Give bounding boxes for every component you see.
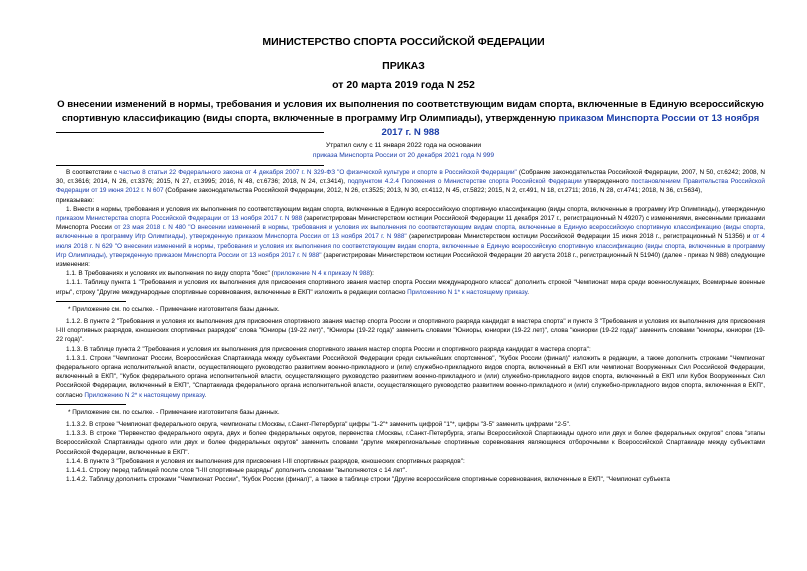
paragraph: 1.1.4.1. Строку перед таблицей после слов "I-III спортивные разряды" дополнить словами "выполняются с 14 лет". bbox=[66, 467, 408, 475]
order-link[interactable]: от 4 июля 2018 г. N 629 "О внесении изменений в нормы, требования и условия их выполнения по соответствующим видам спорта, включенные в Единую всероссийскую спортивную классификацию (виды спорта, включенные в программу Игр Олимпиады), утвержденную приказом Минспорта России от 13 ноября 2017 г. N 988" bbox=[56, 233, 765, 259]
text: (зарегистрирован Министерством юстиции Российской Федерации 20 августа 2018 г., регистрационный N 51940) (далее - приказ N 988) следующие изменения: bbox=[56, 251, 766, 269]
paragraph bbox=[56, 205, 765, 269]
footnote-divider bbox=[56, 301, 126, 302]
lost-force-line: Утратил силу с 11 января 2022 года на основании bbox=[325, 142, 482, 149]
footnote-divider bbox=[56, 404, 126, 405]
ministry-title: МИНИСТЕРСТВО СПОРТА РОССИЙСКОЙ ФЕДЕРАЦИИ bbox=[262, 36, 545, 48]
text: 1.1.3.1. Строки "Чемпионат России, Всероссийская Спартакиада между субъектами Российской Федерации среди сильнейших спортсменов", "Кубок России (финал)" изложить в редакции, а также дополнить строками "Чемпионат федерального органа исполнительной власти, осуществляющего руководство развитием военно-прикладного и (или) служебно-прикладного видов спорта, включенный в ЕКП или чемпионат Вооруженных Сил Российской Федерации, включенный в ЕКП", "Кубок федерального органа исполнительной власти, осуществляющего руководство развитием военно-прикладного и (или) служебно-прикладного видов спорта, включенный в ЕКП или Кубок Вооруженных Сил Российской Федерации, включенный в ЕКП", "Спартакиада федерального органа исполнительной власти, осуществляющего руководство развитием военно-прикладного и (или) служебно-прикладного видов спорта, включенная в ЕКП", согласно bbox=[56, 354, 765, 399]
doc-body bbox=[56, 168, 765, 485]
order-link[interactable]: от 23 мая 2018 г. N 480 "О внесении изменений в нормы, требования и условия их выполнения по соответствующим видам спорта, включенные в Единую всероссийскую спортивную классификацию (виды спорта, включенные в программу Игр Олимпиады), утвержденную приказом Минспорта России от 13 ноября 2017 г. N 988" bbox=[56, 224, 765, 241]
resolution-link[interactable]: постановлением Правительства Российской Федерации от 19 июня 2012 г. N 607 bbox=[56, 178, 765, 195]
footnote: * Приложение см. по ссылке. - Примечание изготовителя базы данных. bbox=[68, 408, 280, 416]
appendix-link[interactable]: Приложению N 1* к настоящему приказу bbox=[407, 288, 528, 296]
paragraph: 1.1.3. В таблице пункта 2 "Требования и условия их выполнения для присвоения спортивного звания мастер спорта России и спортивного разряда кандидат в мастера спорта": bbox=[66, 345, 591, 353]
paragraph: приказываю: bbox=[56, 196, 94, 204]
paragraph: 1.1.2. В пункте 2 "Требования и условия их выполнения для присвоения спортивного звания мастер спорта России и спортивного разряда кандидат в мастера спорта" и пункте 3 "Требования и условия их выполнения для присвоения I-III спортивных разрядов, юношеских спортивных разрядов" слова "Юниоры (19-22 лет)", "Юниоры (19-22 года)" заменить словами "Юниоры, юниорки (19-22 лет)", слова "юниорки (19-22 года)" заменить словами "юниоры, юниорки (19-22 года)". bbox=[56, 318, 765, 344]
text: утвержденного bbox=[581, 178, 632, 186]
text: ): bbox=[369, 270, 374, 278]
paragraph: 1.1.4. В пункте 3 "Требования и условия их выполнения для присвоения I-III спортивных разрядов, юношеских спортивных разрядов": bbox=[66, 457, 465, 465]
footnote: * Приложение см. по ссылке. - Примечание изготовителя базы данных. bbox=[68, 305, 280, 313]
order-link[interactable]: приказом Министерства спорта Российской Федерации от 13 ноября 2017 г. N 988 bbox=[56, 215, 303, 223]
doc-type: ПРИКАЗ bbox=[382, 60, 425, 72]
doc-subject bbox=[56, 98, 765, 140]
regulation-link[interactable]: подпунктом 4.2.4 Положения о Министерстве спорта Российской Федерации bbox=[347, 178, 582, 186]
text: . bbox=[204, 391, 207, 399]
text: В соответствии с bbox=[66, 169, 119, 176]
paragraph bbox=[56, 278, 765, 296]
appendix-link[interactable]: приложение N 4 к приказу N 988 bbox=[273, 270, 370, 278]
subject-link[interactable]: приказом Минспорта России от 13 ноября 2017 г. N 988 bbox=[381, 113, 760, 138]
text: (Собрание законодательства Российской Федерации, 2007, N 50, ст.6242; 2008, N 30, ст.3616; 2014, N 26, ст.3376; 2015, N 27, ст.3995; 2016, N 48, ст.6736; 2018, N 24, ст.3414), bbox=[56, 169, 766, 186]
text: (зарегистрирован Министерством юстиции Российской Федерации 11 декабря 2017 г., регистрационный N 49207) с изменениями, внесенными приказами Минспорта России bbox=[56, 215, 765, 232]
text: . bbox=[527, 288, 529, 296]
text: 1.1.1. Таблицу пункта 1 "Требования и условия их выполнения для присвоения спортивного звания мастер спорта России международного класса" дополнить строкой "Чемпионат мира среди военнослужащих, Всемирные военные игры", строку "Другие международные спортивные соревнования, включенные в ЕКП" изложить в редакции согласно bbox=[56, 279, 765, 296]
paragraph bbox=[56, 354, 765, 400]
doc-date-number: от 20 марта 2019 года N 252 bbox=[332, 79, 475, 91]
text: 1.1. В Требованиях и условиях их выполнения по виду спорта "бокс" ( bbox=[66, 270, 274, 278]
lost-force-link[interactable]: приказа Минспорта России от 20 декабря 2021 года N 999 bbox=[312, 151, 495, 159]
divider-top bbox=[56, 132, 324, 133]
lost-force-note bbox=[0, 141, 807, 160]
text: (зарегистрирован Министерством юстиции Российской Федерации 15 июня 2018 г., регистрационный N 51356) и bbox=[406, 233, 753, 241]
divider-bottom bbox=[56, 165, 324, 166]
law-link[interactable]: частью 8 статьи 22 Федерального закона от 4 декабря 2007 г. N 329-ФЗ "О физической культуре и спорте в Российской Федерации" bbox=[118, 169, 517, 176]
paragraph: 1.1.3.2. В строке "Чемпионат федерального округа, чемпионаты г.Москвы, г.Санкт-Петербурга" цифры "1-2"* заменить цифрой "1"*, цифры "3-5" заменить цифрами "2-5". bbox=[66, 421, 571, 429]
text: 1. Внести в нормы, требования и условия их выполнения по соответствующим видам спорта, включенные в Единую всероссийскую спортивную классификацию (виды спорта, включенные в программу Игр Олимпиады), утвержденную bbox=[66, 205, 765, 213]
appendix-link[interactable]: Приложению N 2* к настоящему приказу bbox=[84, 391, 205, 399]
subject-text: О внесении изменений в нормы, требования и условия их выполнения по соответствующим видам спорта, включенные в Единую всероссийскую спортивную классификацию (виды спорта, включенные в программу Игр Олимпиады), утвержденную bbox=[57, 99, 764, 124]
paragraph: 1.1.4.2. Таблицу дополнить строками "Чемпионат России", "Кубок России (финал)", а также в таблице строки "Другие всероссийские спортивные соревнования, включенные в ЕКП", "Чемпионат субъекта bbox=[66, 476, 670, 484]
paragraph: 1.1.3.3. В строке "Первенство федерального округа, двух и более федеральных округов, первенства г.Москвы, г.Санкт-Петербурга, этапы Всероссийской Спартакиады одного или двух и более федеральных округов" слова "этапы Всероссийской Спартакиады одного или двух и более федеральных округов" заменить словами "другие межрегиональные спортивные соревнования являющиеся отборочными к Всероссийской Спартакиаде между субъектами Российской Федерации, включенные в ЕКП". bbox=[56, 430, 765, 456]
text: (Собрание законодательства Российской Федерации, 2012, N 26, ст.3525; 2013, N 30, ст.4112, N 45, ст.5822; 2015, N 2, ст.491, N 18, ст.2711; 2016, N 28, ст.4741; 2018, N 36, ст.5634), bbox=[163, 187, 703, 195]
paragraph bbox=[56, 269, 765, 278]
paragraph bbox=[56, 168, 765, 196]
